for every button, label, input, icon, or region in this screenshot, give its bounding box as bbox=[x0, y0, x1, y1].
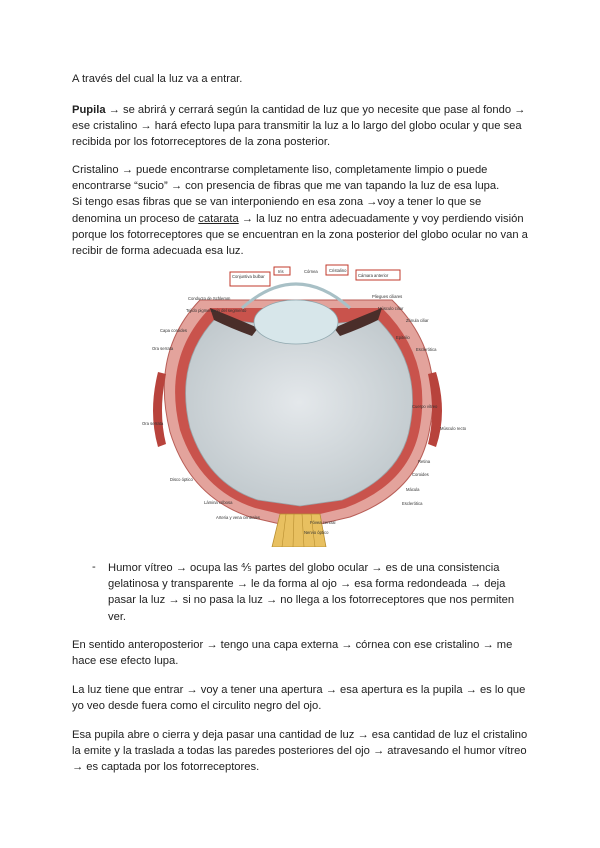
label-left-6: Disco óptico bbox=[170, 477, 193, 482]
label-left-9: Nervio óptico bbox=[304, 530, 329, 535]
label-right-2: Pliegues ciliares bbox=[372, 294, 403, 299]
label-right-5: Epitelio bbox=[396, 335, 410, 340]
label-left-7: Lámina cribosa bbox=[204, 500, 233, 505]
label-left-2: Tejido pigmentario del segmento bbox=[186, 308, 247, 313]
bullet-dash: - bbox=[92, 561, 96, 573]
label-left-4: Ora serrata bbox=[152, 346, 174, 351]
label-right-7: Cuerpo vítreo bbox=[412, 404, 438, 409]
label-right-4: Zónula ciliar bbox=[406, 318, 429, 323]
label-right-12: Fóvea central bbox=[310, 520, 336, 525]
lens-shape bbox=[254, 300, 338, 344]
label-top-3: Córnea bbox=[304, 269, 318, 274]
label-right-11: Esclerótica bbox=[402, 501, 423, 506]
label-left-8: Arteria y vena centrales bbox=[216, 515, 260, 520]
intro-line: A través del cual la luz va a entrar. bbox=[72, 73, 243, 85]
pupila-text: → se abrirá y cerrará según la cantidad de luz que yo necesite que pase al fondo → ese cristalino → hará efecto lupa para transmitir la luz a lo largo del globo ocular y que sea recibida por los fotorreceptores de la zona posterior. bbox=[72, 104, 526, 149]
label-right-3: Músculo ciliar bbox=[378, 306, 404, 311]
cristalino-paragraph bbox=[72, 162, 532, 259]
cristalino-line2a: Si tengo esas fibras que se van interponiendo en esa zona →voy a tener lo que se denomina un proceso de bbox=[72, 196, 482, 225]
label-right-6: Esclerótica bbox=[416, 347, 437, 352]
pupila-term: Pupila bbox=[72, 104, 106, 116]
label-left-5: Ora serrata bbox=[142, 421, 164, 426]
label-left-3: Capa coroides bbox=[160, 328, 188, 333]
label-top-2: Iris bbox=[278, 269, 284, 274]
label-top-4: Cristalino bbox=[329, 268, 347, 273]
label-right-9: Retina bbox=[418, 459, 431, 464]
cristalino-line1: Cristalino → puede encontrarse completamente liso, completamente limpio o puede encontrarse “sucio” → con presencia de fibras que me van tapando la luz de esa lupa. bbox=[72, 164, 500, 193]
cristalino-line2b: → la luz no entra adecuadamente y voy perdiendo visión porque los fotorreceptores que se encuentran en la zona posterior del globo ocular no van a recibir de forma adecuada esa luz. bbox=[72, 212, 528, 258]
eye-anatomy-figure bbox=[130, 262, 470, 547]
anteroposterior-paragraph: En sentido anteroposterior → tengo una capa externa → córnea con ese cristalino → me hace ese efecto lupa. bbox=[72, 639, 513, 668]
label-right-10: Coroides bbox=[412, 472, 429, 477]
label-right-13: Mácula bbox=[406, 487, 420, 492]
pupila-luz-paragraph: Esa pupila abre o cierra y deja pasar una cantidad de luz → esa cantidad de luz el cristalino la emite y la traslada a todas las paredes posteriores del ojo → atravesando el humor vítreo → es captada por los fotorreceptores. bbox=[72, 729, 528, 774]
vitreous-body bbox=[186, 318, 413, 506]
label-right-8: Músculo recto bbox=[440, 426, 467, 431]
catarata-term: catarata bbox=[198, 212, 239, 225]
humor-vitreo-item: Humor vítreo → ocupa las ⅘ partes del globo ocular → es de una consistencia gelatinosa y transparente → le da forma al ojo → esa forma redondeada → deja pasar la luz → si no pasa la luz → no llega a los fotorreceptores que nos permiten ver. bbox=[108, 562, 515, 623]
label-left-1: Conducto de Schlemm bbox=[188, 296, 231, 301]
label-right-1: Cámara anterior bbox=[358, 273, 389, 278]
pupila-paragraph bbox=[72, 102, 532, 151]
apertura-paragraph: La luz tiene que entrar → voy a tener una apertura → esa apertura es la pupila → es lo que yo veo desde fuera como el circulito negro del ojo. bbox=[72, 684, 526, 713]
label-top-1: Conjuntiva bulbar bbox=[232, 274, 265, 279]
rectus-muscle-left bbox=[153, 372, 166, 447]
